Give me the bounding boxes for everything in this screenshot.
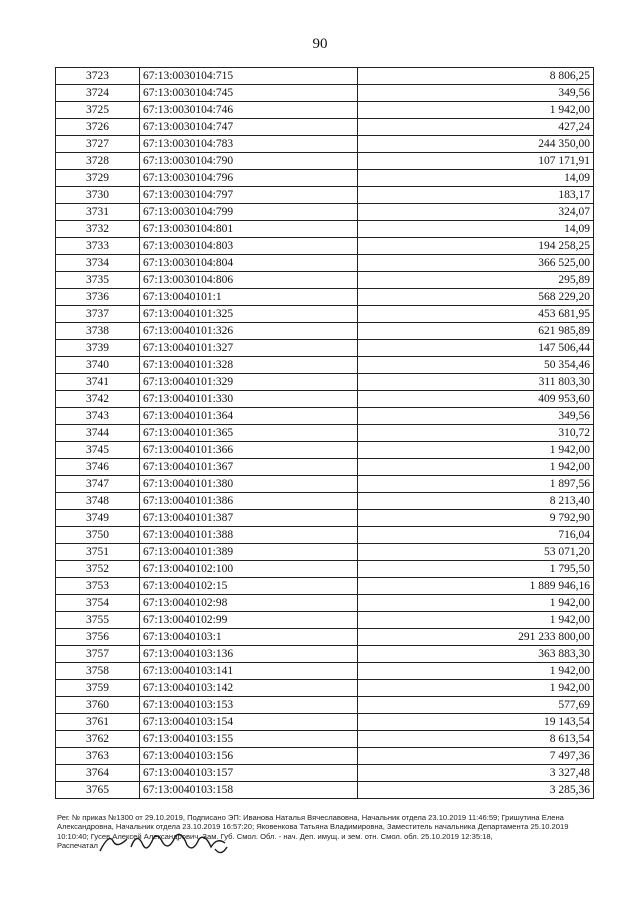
printed-label: Распечатал [57,841,98,851]
cadastral-value-cell: 183,17 [358,187,594,204]
row-number-cell: 3736 [56,289,140,306]
table-row [56,340,594,357]
table-row [56,765,594,782]
table-row [56,153,594,170]
row-number-cell: 3755 [56,612,140,629]
table-row [56,697,594,714]
row-number-cell: 3727 [56,136,140,153]
table-row [56,374,594,391]
table-row [56,204,594,221]
row-number-cell: 3740 [56,357,140,374]
row-number-cell: 3728 [56,153,140,170]
row-number-cell: 3747 [56,476,140,493]
signature-footer [57,813,597,851]
table-row [56,170,594,187]
cadastral-value-cell: 577,69 [358,697,594,714]
cadastral-number-cell: 67:13:0040101:366 [140,442,358,459]
cadastral-value-cell: 1 795,50 [358,561,594,578]
row-number-cell: 3746 [56,459,140,476]
cadastral-number-cell: 67:13:0040103:154 [140,714,358,731]
row-number-cell: 3760 [56,697,140,714]
cadastral-value-cell: 19 143,54 [358,714,594,731]
cadastral-value-cell: 147 506,44 [358,340,594,357]
cadastral-value-cell: 453 681,95 [358,306,594,323]
row-number-cell: 3762 [56,731,140,748]
cadastral-number-cell: 67:13:0030104:790 [140,153,358,170]
page-number: 90 [312,36,328,52]
cadastral-number-cell: 67:13:0040101:326 [140,323,358,340]
cadastral-number-cell: 67:13:0030104:806 [140,272,358,289]
cadastral-number-cell: 67:13:0030104:797 [140,187,358,204]
cadastral-value-cell: 1 942,00 [358,102,594,119]
row-number-cell: 3732 [56,221,140,238]
footer-line-1: Рег. № приказ №1300 от 29.10.2019, Подписано ЭП: Иванова Наталья Вячеславовна, Начальник отдела 23.10.2019 11:46:59; Гришутина Елена [57,813,564,822]
table-row [56,476,594,493]
table-row [56,612,594,629]
table-row [56,680,594,697]
cadastral-number-cell: 67:13:0030104:803 [140,238,358,255]
table-row [56,442,594,459]
row-number-cell: 3765 [56,782,140,799]
cadastral-value-cell: 621 985,89 [358,323,594,340]
cadastral-value-cell: 1 942,00 [358,595,594,612]
row-number-cell: 3750 [56,527,140,544]
row-number-cell: 3742 [56,391,140,408]
cadastral-value-cell: 427,24 [358,119,594,136]
table-row [56,646,594,663]
cadastral-value-cell: 311 803,30 [358,374,594,391]
cadastral-number-cell: 67:13:0040102:15 [140,578,358,595]
row-number-cell: 3738 [56,323,140,340]
row-number-cell: 3725 [56,102,140,119]
table-row [56,629,594,646]
table-row [56,595,594,612]
table-row [56,391,594,408]
cadastral-number-cell: 67:13:0030104:745 [140,85,358,102]
cadastral-value-cell: 1 889 946,16 [358,578,594,595]
row-number-cell: 3764 [56,765,140,782]
cadastral-value-cell: 366 525,00 [358,255,594,272]
cadastral-number-cell: 67:13:0040103:1 [140,629,358,646]
table-row [56,85,594,102]
cadastral-value-table [55,67,594,799]
cadastral-number-cell: 67:13:0040103:142 [140,680,358,697]
cadastral-value-cell: 349,56 [358,85,594,102]
cadastral-value-cell: 363 883,30 [358,646,594,663]
row-number-cell: 3744 [56,425,140,442]
table-row [56,561,594,578]
cadastral-value-cell: 295,89 [358,272,594,289]
cadastral-value-cell: 8 806,25 [358,68,594,85]
cadastral-value-cell: 1 942,00 [358,459,594,476]
printed-by-line [57,841,597,850]
cadastral-value-cell: 3 285,36 [358,782,594,799]
row-number-cell: 3756 [56,629,140,646]
cadastral-value-cell: 716,04 [358,527,594,544]
row-number-cell: 3734 [56,255,140,272]
row-number-cell: 3743 [56,408,140,425]
cadastral-number-cell: 67:13:0040103:157 [140,765,358,782]
cadastral-value-cell: 1 942,00 [358,680,594,697]
table-row [56,459,594,476]
footer-line-3: 10:10:40; Гусев Алексей Александрович, Зам. Губ. Смол. Обл. - нач. Деп. имущ. и зем. отн. Смол. обл. 25.10.2019 12:35:18, [57,831,493,841]
cadastral-number-cell: 67:13:0040101:325 [140,306,358,323]
table-row [56,425,594,442]
row-number-cell: 3741 [56,374,140,391]
table-row [56,119,594,136]
cadastral-number-cell: 67:13:0040101:367 [140,459,358,476]
cadastral-value-cell: 14,09 [358,221,594,238]
cadastral-value-cell: 8 213,40 [358,493,594,510]
table-row [56,748,594,765]
table-row [56,255,594,272]
cadastral-value-cell: 1 942,00 [358,442,594,459]
cadastral-value-cell: 568 229,20 [358,289,594,306]
table-row [56,306,594,323]
row-number-cell: 3757 [56,646,140,663]
footer-line-2: Александровна, Начальник отдела 23.10.2019 16:57:20; Яковенкова Татьяна Владимировна, Заместитель начальника Департамента 25.10.2019 [57,822,569,832]
cadastral-number-cell: 67:13:0040102:98 [140,595,358,612]
cadastral-value-cell: 53 071,20 [358,544,594,561]
table-row [56,731,594,748]
cadastral-value-cell: 409 953,60 [358,391,594,408]
row-number-cell: 3737 [56,306,140,323]
row-number-cell: 3731 [56,204,140,221]
cadastral-number-cell: 67:13:0040101:389 [140,544,358,561]
table-row [56,663,594,680]
row-number-cell: 3735 [56,272,140,289]
table-row [56,408,594,425]
row-number-cell: 3753 [56,578,140,595]
cadastral-value-cell: 244 350,00 [358,136,594,153]
cadastral-number-cell: 67:13:0030104:796 [140,170,358,187]
cadastral-number-cell: 67:13:0040102:99 [140,612,358,629]
cadastral-value-cell: 8 613,54 [358,731,594,748]
table-body [56,68,594,799]
cadastral-value-cell: 9 792,90 [358,510,594,527]
handwritten-signature [97,827,247,855]
table-row [56,136,594,153]
row-number-cell: 3749 [56,510,140,527]
cadastral-number-cell: 67:13:0040101:387 [140,510,358,527]
cadastral-number-cell: 67:13:0030104:715 [140,68,358,85]
row-number-cell: 3751 [56,544,140,561]
cadastral-value-cell: 194 258,25 [358,238,594,255]
cadastral-value-cell: 50 354,46 [358,357,594,374]
row-number-cell: 3763 [56,748,140,765]
cadastral-number-cell: 67:13:0040102:100 [140,561,358,578]
cadastral-number-cell: 67:13:0040103:136 [140,646,358,663]
table-row [56,323,594,340]
cadastral-number-cell: 67:13:0040103:158 [140,782,358,799]
cadastral-value-cell: 1 942,00 [358,612,594,629]
row-number-cell: 3730 [56,187,140,204]
table-row [56,187,594,204]
cadastral-value-cell: 107 171,91 [358,153,594,170]
table-row [56,782,594,799]
cadastral-number-cell: 67:13:0040103:141 [140,663,358,680]
cadastral-number-cell: 67:13:0030104:799 [140,204,358,221]
table-row [56,102,594,119]
cadastral-number-cell: 67:13:0040101:329 [140,374,358,391]
row-number-cell: 3733 [56,238,140,255]
row-number-cell: 3745 [56,442,140,459]
cadastral-number-cell: 67:13:0040103:155 [140,731,358,748]
row-number-cell: 3754 [56,595,140,612]
cadastral-number-cell: 67:13:0040101:386 [140,493,358,510]
row-number-cell: 3759 [56,680,140,697]
row-number-cell: 3752 [56,561,140,578]
cadastral-value-cell: 324,07 [358,204,594,221]
row-number-cell: 3729 [56,170,140,187]
cadastral-number-cell: 67:13:0040103:153 [140,697,358,714]
table-row [56,357,594,374]
cadastral-number-cell: 67:13:0030104:804 [140,255,358,272]
table-row [56,221,594,238]
cadastral-value-cell: 1 942,00 [358,663,594,680]
table-row [56,68,594,85]
cadastral-number-cell: 67:13:0040101:328 [140,357,358,374]
cadastral-number-cell: 67:13:0030104:747 [140,119,358,136]
table-row [56,527,594,544]
table-row [56,493,594,510]
cadastral-number-cell: 67:13:0030104:783 [140,136,358,153]
row-number-cell: 3748 [56,493,140,510]
row-number-cell: 3739 [56,340,140,357]
cadastral-number-cell: 67:13:0040101:1 [140,289,358,306]
row-number-cell: 3758 [56,663,140,680]
row-number-cell: 3726 [56,119,140,136]
cadastral-number-cell: 67:13:0040101:364 [140,408,358,425]
table-row [56,714,594,731]
cadastral-value-cell: 14,09 [358,170,594,187]
row-number-cell: 3723 [56,68,140,85]
cadastral-value-cell: 349,56 [358,408,594,425]
cadastral-number-cell: 67:13:0040101:388 [140,527,358,544]
cadastral-number-cell: 67:13:0040101:327 [140,340,358,357]
cadastral-number-cell: 67:13:0030104:746 [140,102,358,119]
table-row [56,238,594,255]
row-number-cell: 3724 [56,85,140,102]
table-row [56,289,594,306]
cadastral-number-cell: 67:13:0040101:365 [140,425,358,442]
cadastral-value-cell: 7 497,36 [358,748,594,765]
cadastral-value-cell: 291 233 800,00 [358,629,594,646]
cadastral-number-cell: 67:13:0040103:156 [140,748,358,765]
cadastral-value-cell: 1 897,56 [358,476,594,493]
cadastral-number-cell: 67:13:0040101:330 [140,391,358,408]
table-row [56,578,594,595]
row-number-cell: 3761 [56,714,140,731]
cadastral-number-cell: 67:13:0040101:380 [140,476,358,493]
cadastral-value-cell: 3 327,48 [358,765,594,782]
table-row [56,544,594,561]
table-row [56,272,594,289]
cadastral-number-cell: 67:13:0030104:801 [140,221,358,238]
table-row [56,510,594,527]
cadastral-value-cell: 310,72 [358,425,594,442]
